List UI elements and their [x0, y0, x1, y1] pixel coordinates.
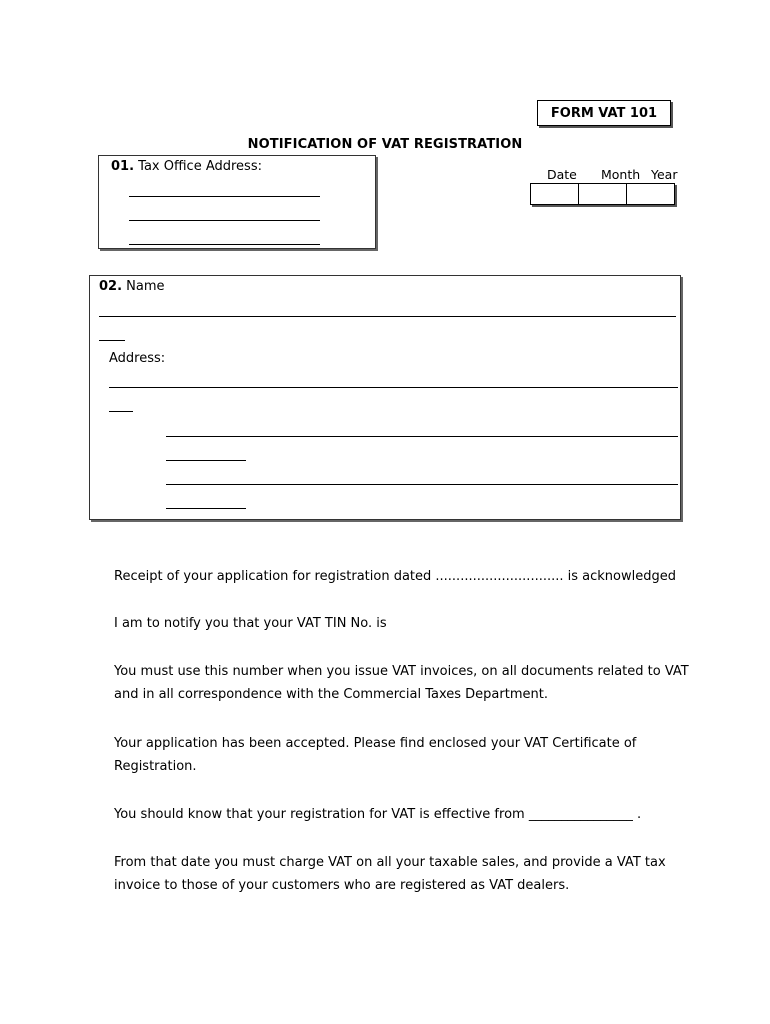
name-line-1[interactable] [99, 316, 676, 317]
name-line-2[interactable] [99, 340, 125, 341]
tax-office-address-label [111, 159, 262, 174]
year-label: Year [651, 167, 678, 182]
section-01-label: Tax Office Address: [138, 159, 262, 174]
address-line-3[interactable] [166, 436, 678, 437]
charge-vat-paragraph [114, 851, 694, 897]
name-label: Name [126, 279, 165, 294]
form-code-box [537, 100, 671, 126]
tin-paragraph: I am to notify you that your VAT TIN No. is [114, 616, 387, 631]
name-label-group [99, 279, 165, 294]
address-line-2[interactable] [109, 411, 133, 412]
date-input[interactable] [531, 184, 579, 204]
tax-office-address-line-2[interactable] [129, 220, 320, 221]
section-02-number: 02. [99, 279, 123, 294]
form-code: FORM VAT 101 [550, 105, 658, 121]
address-line-5[interactable] [166, 484, 678, 485]
charge-line-2: invoice to those of your customers who are registered as VAT dealers. [114, 878, 570, 893]
tax-office-address-line-1[interactable] [129, 196, 320, 197]
address-line-4[interactable] [166, 460, 246, 461]
accepted-paragraph [114, 732, 694, 778]
usage-line-2: and in all correspondence with the Commercial Taxes Department. [114, 687, 548, 702]
accepted-line-1: Your application has been accepted. Please find enclosed your VAT Certificate of [114, 736, 637, 751]
effective-date-paragraph: You should know that your registration for VAT is effective from ________________ . [114, 807, 642, 822]
address-line-6[interactable] [166, 508, 246, 509]
usage-line-1: You must use this number when you issue VAT invoices, on all documents related to VAT [114, 664, 689, 679]
address-label: Address: [109, 351, 166, 366]
section-01-number: 01. [111, 159, 135, 174]
tax-office-address-line-3[interactable] [129, 244, 320, 245]
month-input[interactable] [579, 184, 627, 204]
page-title: NOTIFICATION OF VAT REGISTRATION [247, 137, 523, 152]
date-input-grid [530, 183, 675, 205]
receipt-paragraph: Receipt of your application for registration dated ............................... is acknowledged [114, 569, 676, 584]
month-label: Month [601, 167, 641, 182]
date-label: Date [547, 167, 577, 182]
usage-paragraph [114, 660, 694, 706]
address-line-1[interactable] [109, 387, 678, 388]
charge-line-1: From that date you must charge VAT on all your taxable sales, and provide a VAT tax [114, 855, 666, 870]
accepted-line-2: Registration. [114, 759, 197, 774]
year-input[interactable] [627, 184, 674, 204]
